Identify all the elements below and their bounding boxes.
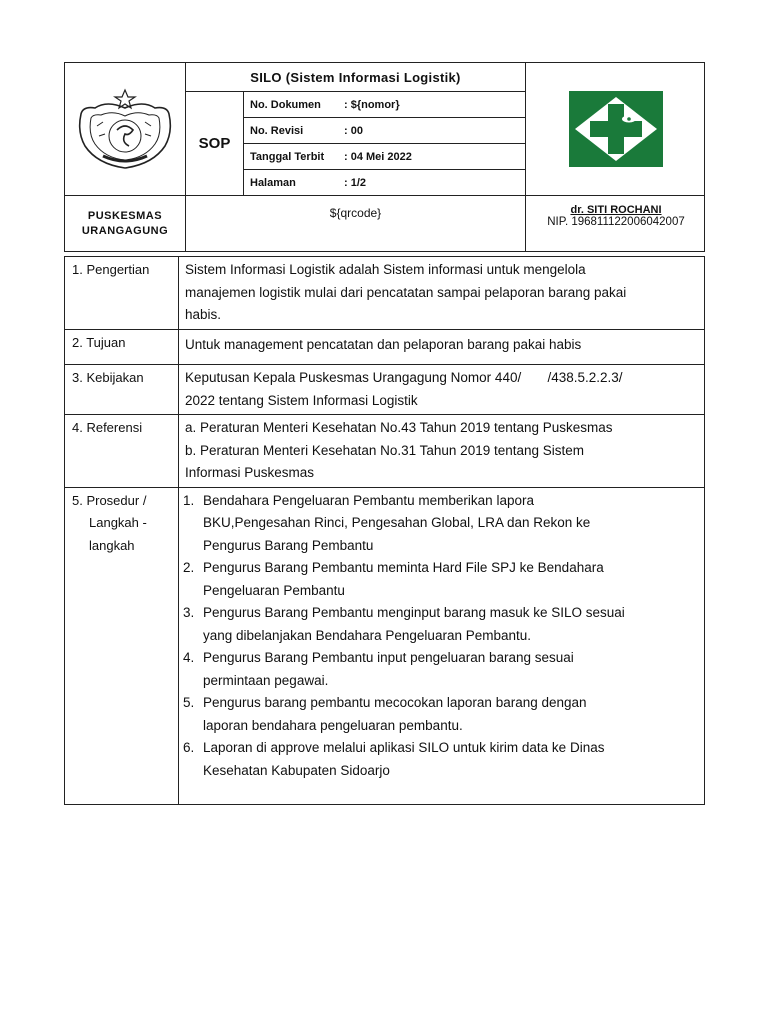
label-line: langkah [89,537,135,553]
text-line: Pengeluaran Pembantu [203,582,345,598]
org-line-1: PUSKESMAS [87,209,163,222]
step-number: 6. [183,740,195,755]
text-line: Bendahara Pengeluaran Pembantu memberikan lapora [203,492,534,508]
signature-block [526,196,706,251]
row-referensi [65,415,704,488]
org-line-2: URANGAGUNG [81,224,169,237]
text-line: Pengurus barang pembantu mecocokan laporan barang dengan [203,695,587,710]
row-pengertian [65,257,704,330]
text-line: laporan bendahara pengeluaran pembantu. [203,717,463,733]
text-line: Pengurus Barang Pembantu input pengeluaran barang sesuai [203,650,574,665]
puskesmas-logo-cell [526,63,706,195]
procedure-steps [179,488,706,804]
text-line: Kesehatan Kabupaten Sidoarjo [203,762,390,778]
list-item [183,602,696,647]
sop-body-table [64,256,705,805]
text-line: a. Peraturan Menteri Kesehatan No.43 Tahun 2019 tentang Puskesmas [185,420,613,435]
row-label: 2. Tujuan [65,330,179,365]
text-line: habis. [185,307,222,322]
meta-row-halaman [244,170,526,195]
sop-header [64,62,705,196]
meta-key: Halaman [250,176,296,189]
meta-key: No. Revisi [250,124,304,137]
text-line: Laporan di approve melalui aplikasi SILO untuk kirim data ke Dinas [203,740,605,755]
qrcode-placeholder: ${qrcode} [186,196,526,251]
text-line: Sistem Informasi Logistik adalah Sistem informasi untuk mengelola [185,262,586,277]
text-line: permintaan pegawai. [203,672,329,688]
list-item [183,692,696,737]
sop-subheader [64,196,705,252]
row-tujuan [65,330,704,366]
step-number: 5. [183,695,195,710]
step-number: 1. [183,492,195,508]
text-line: Untuk management pencatatan dan pelaporan barang pakai habis [185,336,582,352]
meta-row-revisi [244,118,526,144]
meta-key: Tanggal Terbit [250,150,325,163]
sop-label: SOP [186,92,244,195]
meta-value: : 04 Mei 2022 [344,150,412,163]
step-number: 3. [183,605,195,620]
signer-name: dr. SITI ROCHANI [570,204,662,216]
row-content [179,330,706,365]
signer-nip: NIP. 196811122006042007 [547,216,685,228]
row-kebijakan [65,365,704,415]
list-item [183,490,696,558]
row-content [179,365,706,414]
organization-name [65,196,186,251]
meta-value: : 1/2 [344,176,367,189]
list-item [183,737,696,782]
text-line: b. Peraturan Menteri Kesehatan No.31 Tahun 2019 tentang Sistem [185,442,585,458]
step-number: 2. [183,560,195,575]
text-line: BKU,Pengesahan Rinci, Pengesahan Global, LRA dan Rekon ke [203,515,591,530]
row-label: 1. Pengertian [65,257,179,329]
list-item [183,647,696,692]
document-meta [244,92,526,195]
meta-value: : ${nomor} [344,98,400,111]
row-label: 4. Referensi [65,415,179,487]
puskesmas-logo-icon [567,89,665,169]
row-label [65,488,179,804]
row-label: 3. Kebijakan [65,365,179,414]
row-content [179,415,706,487]
row-prosedur [65,488,704,804]
label-line: Langkah - [89,515,147,530]
label-line: 5. Prosedur / [72,492,147,508]
document-title: SILO (Sistem Informasi Logistik) [186,63,525,92]
text-line: Keputusan Kepala Puskesmas Urangagung Nomor 440/ /438.5.2.2.3/ [185,370,623,385]
meta-row-tanggal [244,144,526,170]
meta-value: : 00 [344,124,363,137]
title-block [186,63,526,195]
meta-key: No. Dokumen [250,98,321,111]
meta-row-nomor [244,92,526,118]
text-line: Pengurus Barang Pembantu menginput barang masuk ke SILO sesuai [203,605,625,620]
text-line: Informasi Puskesmas [185,465,315,480]
text-line: Pengurus Barang Pembantu meminta Hard File SPJ ke Bendahara [203,560,604,575]
regency-emblem-icon [73,86,177,172]
text-line: yang dibelanjakan Bendahara Pengeluaran Pembantu. [203,627,532,643]
sop-document [64,62,705,805]
step-number: 4. [183,650,195,665]
list-item [183,557,696,602]
regency-emblem-cell [65,63,186,195]
text-line: Pengurus Barang Pembantu [203,537,374,553]
row-content [179,257,706,329]
text-line: 2022 tentang Sistem Informasi Logistik [185,392,418,408]
text-line: manajemen logistik mulai dari pencatatan sampai pelaporan barang pakai [185,284,627,300]
